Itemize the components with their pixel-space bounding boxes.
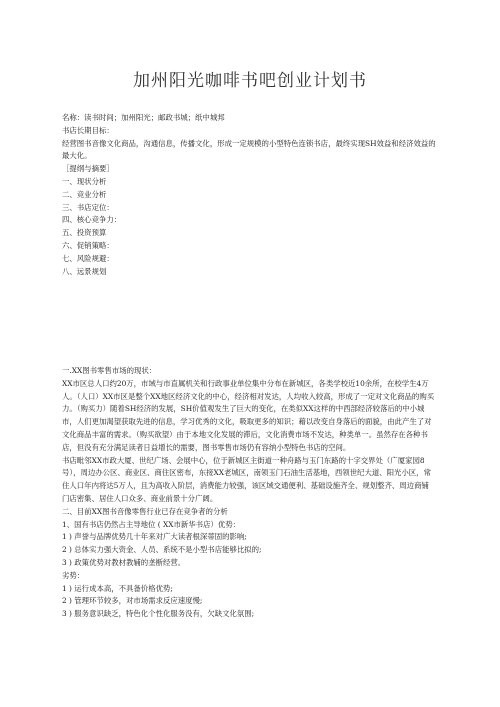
toc-item: 五、投资预算 — [62, 228, 107, 238]
toc-item: 三、书店定位： — [62, 202, 114, 212]
toc-item: 七、风险规避： — [62, 253, 114, 263]
section-1 — [62, 365, 436, 621]
strength-item: 1 ) 声誉与品牌优势几十年来对广大读者根深蒂固的影响; — [62, 532, 247, 542]
toc-heading: ［提纲与摘要］ — [62, 164, 114, 174]
intro-block — [62, 112, 436, 278]
weakness-item: 2 ) 管理环节较多，对市场需求反应速度慢; — [62, 596, 203, 606]
section-1-paragraph: 书店毗邻XX市政大厦、世纪广场、会展中心，位于新城区主街道一种舟路与玉门东路的十字交界处（广厦家园8号），周边办公区、商业区、商住区密布，东接XX老城区，南领玉门石油生活基地，西领世纪大道、阳光小区，常住人口年内将达5万人，且为高收入阶层，消费能力较强，该区域交通便利、基础设施齐全、规划整齐、周边商铺门店密集、居住人口众多、商业前景十分广阔。 — [62, 455, 431, 503]
toc-item: 一、现状分析 — [62, 176, 107, 186]
section-2-sub-heading: 1、国有书店仍然占主导地位 ( XX市新华书店）优势： — [62, 519, 241, 529]
strength-item: 2 ) 总体实力强大资金、人员、系统不是小型书店能够比拟的; — [62, 545, 262, 555]
goal-label: 书店长期目标： — [62, 125, 114, 135]
weakness-item: 1 ) 运行成本高，不具备价格优势; — [62, 583, 173, 593]
strength-item: 3 ) 政策优势对教材教辅的垄断经营。 — [62, 557, 186, 567]
name-line: 名称：读书时间；加州阳光；邮政书城；纸中城邦 — [62, 113, 225, 122]
section-2-heading: 二、目前XX图书音像零售行业已存在竞争者的分析 — [62, 506, 228, 516]
toc-item: 二、竞业分析 — [62, 189, 107, 199]
section-1-paragraph: XX市区总人口约20万，市域与市直属机关和行政事业单位集中分布在新城区，各类学校近10余所，在校学生4万人。（人口）XX市区是整个XX地区经济文化的中心，经济相对发达，人均收入较高，形成了一定对文化商品的购买力。（购买力）随着SH经济的发展，SH价值观发生了巨大的变化，在类似XX这样的中西部经济较落后的中小城市，人们更加渴望获取先进的信息，学习优秀的文化，吸取更多的知识；藉以改变自身落后的面貌，由此产生了对文化商品丰富的需求。（购买欲望）由于本地文化发展的滞后，文化消费市场不发达，种类单一。虽然存在各种书店，但没有充分满足读者日益增长的需要，图书零售市场仍有容纳小型特色书店的空间。 — [62, 378, 435, 452]
weakness-item: 3 ) 服务意识缺乏，特色化个性化服务没有，欠缺文化氛围; — [62, 609, 255, 619]
weakness-label: 劣势： — [62, 570, 85, 580]
section-1-heading: 一.XX图书零售市场的现状： — [62, 366, 157, 375]
toc-item: 六、促销策略： — [62, 240, 114, 250]
document-title: 加州阳光咖啡书吧创业计划书 — [133, 71, 367, 91]
goal-text: 经营图书音像文化商品，沟通信息，传播文化，形成一定规模的小型特色连锁书店，最终实现SH效益和经济效益的最大化。 — [62, 138, 436, 161]
toc-item: 四、核心竞争力： — [62, 215, 122, 225]
toc-item: 八、远景规划 — [62, 266, 107, 276]
